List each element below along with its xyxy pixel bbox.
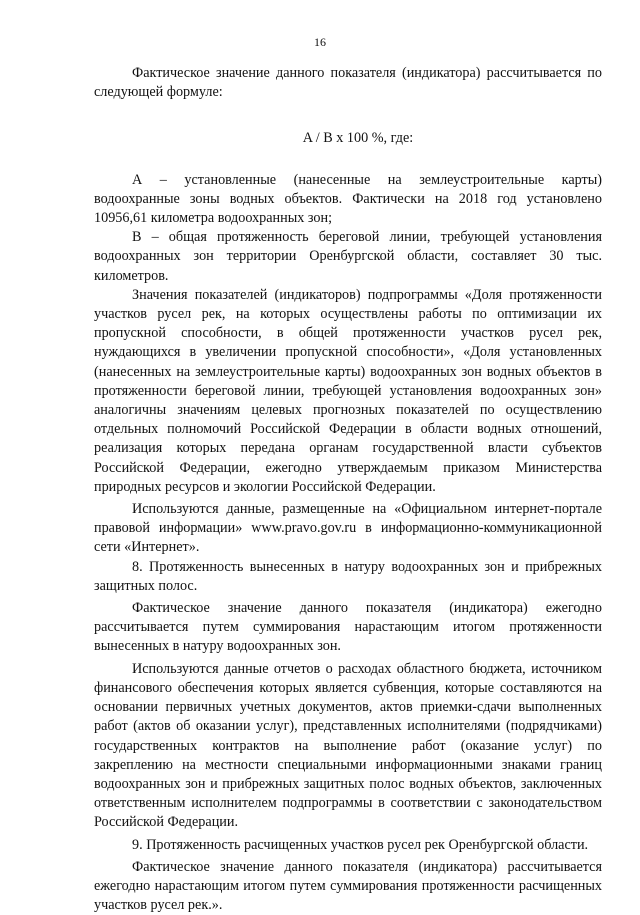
paragraph-data-source: Используются данные, размещенные на «Официальном интернет-портале правовой информации» www.pravo.gov.ru в информационно-коммуникационной сети «Интернет».	[94, 501, 602, 556]
formula: A / B x 100 %, где:	[302, 130, 414, 147]
paragraph-item-8-calculation: Фактическое значение данного показателя (индикатора) ежегодно рассчитывается путем суммирования нарастающим итогом протяженности вынесенных в натуру водоохранных зон.	[94, 600, 602, 655]
paragraph-b-definition: В – общая протяженность береговой линии, требующей установления водоохранных зон территории Оренбургской области, составляет 30 тыс. километров.	[94, 229, 602, 284]
page-number: 16	[314, 35, 326, 49]
document-body	[94, 64, 602, 915]
paragraph-item-8-data-source: Используются данные отчетов о расходах областного бюджета, источником финансового обеспечения которых является субвенция, которые составляются на основании первичных учетных документов, актов приемки-сдачи выполненных работ (актов об оказании услуг), представленных исполнителями (подрядчиками) государственных контрактов на выполнение работ (оказание услуг) по закреплению на местности специальными информационными знаками границ водоохранных зон и прибрежных защитных полос водных объектов, заключенных ответственным исполнителем подпрограммы в соответствии с законодательством Российской Федерации.	[94, 660, 602, 831]
paragraph-item-9-calculation: Фактическое значение данного показателя (индикатора) рассчитывается ежегодно нарастающим итогом путем суммирования протяженности расчищенных участков русел рек.».	[94, 858, 602, 914]
paragraph-intro: Фактическое значение данного показателя (индикатора) рассчитывается по следующей формуле:	[94, 65, 602, 101]
paragraph-item-8: 8. Протяженность вынесенных в натуру водоохранных зон и прибрежных защитных полос.	[94, 558, 602, 594]
paragraph-item-9: 9. Протяженность расчищенных участков русел рек Оренбургской области.	[132, 836, 589, 853]
paragraph-indicator-values: Значения показателей (индикаторов) подпрограммы «Доля протяженности участков русел рек, на которых осуществлены работы по оптимизации их пропускной способности, в общей протяженности участков русел рек, нуждающихся в увеличении пропускной способности», «Доля установленных (нанесенных на землеустроительные карты) водоохранных зон водных объектов в протяженности береговой линии, требующей установления водоохранных зон» аналогичны значениям целевых прогнозных показателей по осуществлению отдельных полномочий Российской Федерации в области водных отношений, реализация которых передана органам государственной власти субъектов Российской Федерации, ежегодно утверждаемым приказом Министерства природных ресурсов и экологии Российской Федерации.	[94, 286, 602, 495]
paragraph-a-definition: А – установленные (нанесенные на землеустроительные карты) водоохранные зоны водных объектов. Фактически на 2018 год установлено 10956,61 километра водоохранных зон;	[94, 171, 602, 227]
